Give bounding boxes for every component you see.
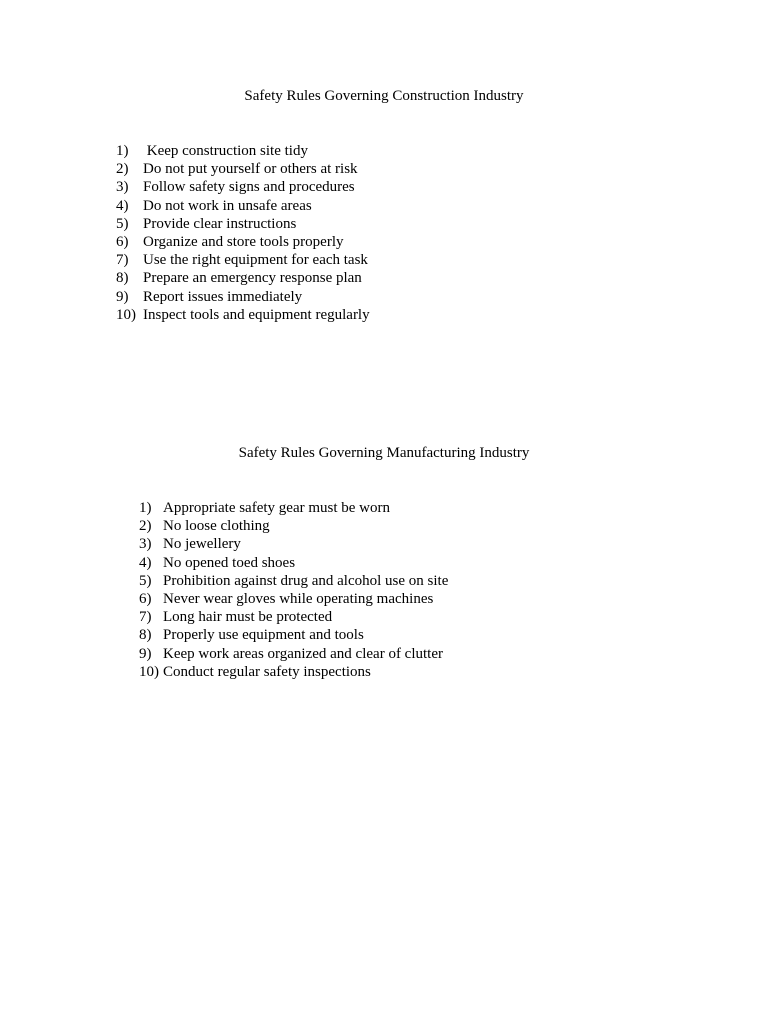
construction-section-title: Safety Rules Governing Construction Industry bbox=[244, 88, 524, 104]
list-item-number: 8) bbox=[116, 270, 129, 287]
list-item-text: No loose clothing bbox=[163, 518, 270, 535]
list-item-number: 2) bbox=[116, 161, 129, 178]
list-item bbox=[116, 251, 370, 269]
list-item-text: Inspect tools and equipment regularly bbox=[143, 306, 370, 323]
list-item-text: Do not put yourself or others at risk bbox=[143, 161, 358, 178]
list-item bbox=[116, 160, 370, 178]
list-item bbox=[116, 142, 370, 160]
list-item-number: 5) bbox=[116, 215, 129, 232]
list-item bbox=[139, 608, 448, 626]
list-item-number: 4) bbox=[139, 554, 152, 571]
list-item-number: 7) bbox=[116, 252, 129, 269]
list-item-text: Prepare an emergency response plan bbox=[143, 270, 362, 287]
list-item bbox=[139, 645, 448, 663]
list-item bbox=[116, 269, 370, 287]
construction-rules-list bbox=[116, 142, 370, 324]
manufacturing-rules-list bbox=[139, 499, 448, 681]
list-item bbox=[139, 517, 448, 535]
list-item-number: 2) bbox=[139, 518, 152, 535]
list-item-number: 1) bbox=[116, 143, 129, 159]
list-item bbox=[139, 626, 448, 644]
list-item-text: Prohibition against drug and alcohol use on site bbox=[163, 572, 449, 589]
list-item bbox=[116, 215, 370, 233]
list-item-number: 7) bbox=[139, 609, 152, 626]
list-item-text: Appropriate safety gear must be worn bbox=[163, 500, 391, 516]
list-item bbox=[139, 499, 448, 517]
list-item-text: Long hair must be protected bbox=[163, 609, 333, 626]
list-item-text: Use the right equipment for each task bbox=[143, 252, 368, 269]
list-item-text: Never wear gloves while operating machines bbox=[163, 590, 434, 607]
list-item-number: 3) bbox=[139, 536, 152, 553]
list-item-text: No jewellery bbox=[163, 536, 241, 553]
list-item-number: 10) bbox=[139, 663, 159, 680]
list-item-number: 6) bbox=[139, 590, 152, 607]
list-item bbox=[116, 197, 370, 215]
list-item bbox=[116, 233, 370, 251]
list-item-number: 4) bbox=[116, 197, 129, 214]
list-item-number: 6) bbox=[116, 233, 129, 250]
list-item-text: Conduct regular safety inspections bbox=[163, 663, 371, 680]
list-item bbox=[139, 663, 448, 681]
list-item-text: Properly use equipment and tools bbox=[163, 627, 364, 644]
list-item bbox=[116, 306, 370, 324]
list-item-text: Keep work areas organized and clear of clutter bbox=[163, 645, 443, 662]
list-item bbox=[139, 554, 448, 572]
list-item-text: Provide clear instructions bbox=[143, 215, 297, 232]
list-item-number: 9) bbox=[139, 645, 152, 662]
list-item-text: Follow safety signs and procedures bbox=[143, 179, 355, 196]
list-item-number: 5) bbox=[139, 572, 152, 589]
list-item bbox=[139, 590, 448, 608]
list-item-number: 8) bbox=[139, 627, 152, 644]
list-item bbox=[116, 178, 370, 196]
list-item-text: Organize and store tools properly bbox=[143, 233, 344, 250]
list-item-number: 10) bbox=[116, 306, 136, 323]
list-item-text: Do not work in unsafe areas bbox=[143, 197, 312, 214]
list-item-number: 3) bbox=[116, 179, 129, 196]
manufacturing-section-title: Safety Rules Governing Manufacturing Industry bbox=[238, 445, 530, 461]
list-item-text: No opened toed shoes bbox=[163, 554, 296, 571]
list-item bbox=[116, 288, 370, 306]
list-item-number: 1) bbox=[139, 500, 152, 516]
list-item bbox=[139, 535, 448, 553]
list-item-number: 9) bbox=[116, 288, 129, 305]
list-item-text: Report issues immediately bbox=[143, 288, 303, 305]
list-item bbox=[139, 572, 448, 590]
list-item-text: Keep construction site tidy bbox=[143, 143, 308, 159]
